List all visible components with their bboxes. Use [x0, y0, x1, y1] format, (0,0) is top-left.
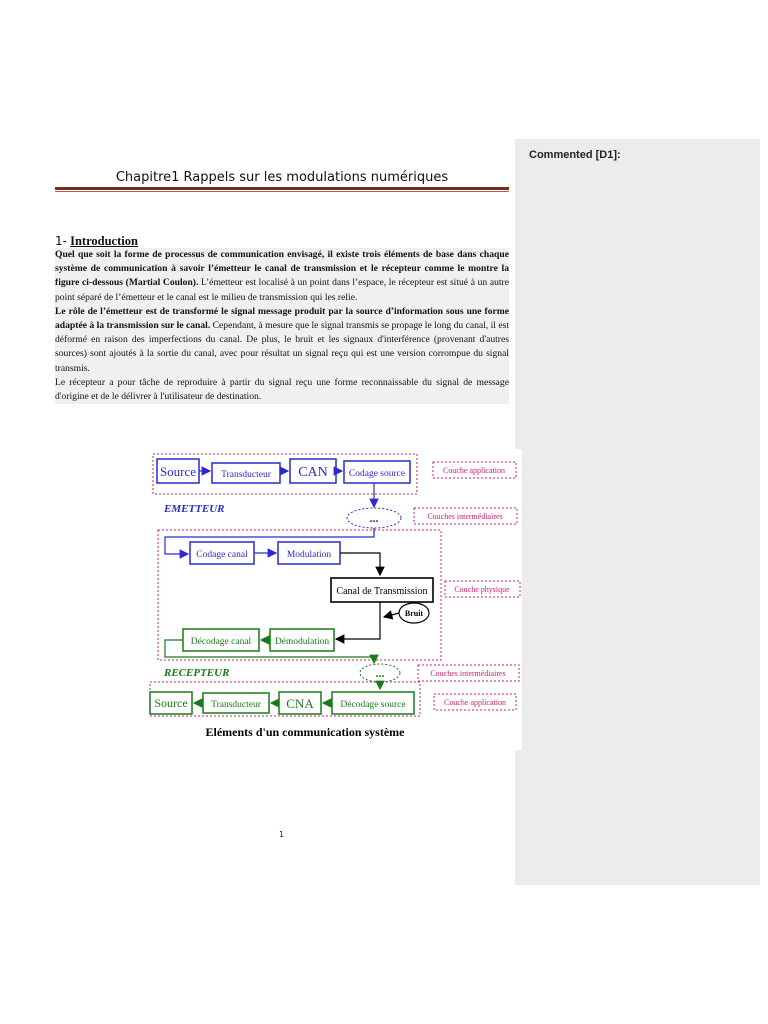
communication-system-figure — [148, 449, 522, 750]
paragraph-1-rest: L’émetteur est localisé à un point dans l’espace, le récepteur est situé à un autre point séparé de l’émetteur et le canal est le milieu de transmission qui les relie. — [55, 277, 509, 303]
arrow — [336, 602, 380, 639]
channel-decoding-label: Décodage canal — [190, 637, 252, 647]
source-decoding-label: Décodage source — [340, 700, 406, 710]
header-rule-thin — [55, 191, 509, 192]
noise-label: Bruit — [404, 609, 424, 618]
paragraph-1 — [55, 248, 509, 305]
body-text — [55, 248, 509, 404]
paragraph-3: Le récepteur a pour tâche de reproduire à partir du signal reçu une forme reconnaissable du signal de message d'origine et de le délivrer à l'utilisateur de destination. — [55, 376, 509, 403]
paragraph-2-bold: Le rôle de l’émetteur est de transformé le signal message produit par la source d’information sous une forme adaptée à la transmission sur le canal. — [55, 305, 509, 332]
transmission-channel-label: Canal de Transmission — [336, 586, 428, 597]
layer-app-bottom: Couche application — [444, 698, 506, 707]
source-coding-label: Codage source — [348, 469, 406, 479]
receiver-label: RECEPTEUR — [164, 667, 230, 679]
can-label: CAN — [298, 465, 328, 480]
page-header-title: Chapitre1 Rappels sur les modulations numériques — [115, 170, 449, 185]
header-rule — [55, 187, 509, 190]
cna-label: CNA — [286, 696, 314, 711]
arrow — [340, 553, 380, 575]
layer-phys: Couche physique — [454, 585, 510, 594]
page-number: 1 — [279, 830, 285, 839]
section-title: Introduction — [70, 234, 138, 248]
layer-inter-bottom: Couches intermédiaires — [430, 669, 506, 678]
figure-caption: Eléments d'un communication système — [205, 725, 405, 739]
layer-inter-top: Couches intermédiaires — [427, 512, 503, 521]
paragraph-2 — [55, 305, 509, 376]
emitter-transducer-label: Transducteur — [221, 470, 271, 480]
comment-label: Commented [D1]: — [529, 149, 621, 161]
paragraph-2-rest: Cependant, à mesure que le signal transmis se propage le long du canal, il est déformé en raison des imperfections du canal. De plus, le bruit et les signaux d'interférence (provenant d'autres sources) sont ajoutés à la sortie du canal, avec pour résultat un signal reçu qui est une version corrompue du signal transmis. — [55, 320, 510, 374]
ellipsis-top: ... — [369, 511, 379, 525]
channel-coding-label: Codage canal — [196, 550, 248, 560]
emitter-source-label: Source — [159, 464, 197, 479]
section-heading — [55, 234, 138, 249]
emitter-label: EMETTEUR — [164, 503, 225, 515]
comment-pane[interactable] — [515, 139, 760, 885]
modulation-label: Modulation — [286, 550, 332, 560]
demodulation-label: Démodulation — [274, 637, 330, 647]
receiver-transducer-label: Transducteur — [211, 700, 261, 710]
receiver-source-label: Source — [154, 696, 188, 710]
arrow — [384, 613, 399, 617]
ellipsis-bottom: ... — [375, 666, 385, 680]
section-number: 1- — [55, 234, 67, 248]
paragraph-1-bold: Quel que soit la forme de processus de communication envisagé, il existe trois éléments de base dans chaque système de communication à savoir l’émetteur le canal de transmission et le récepteur comme le montre la figure ci-dessous (Martial Coulon). — [55, 249, 509, 289]
layer-app-top: Couche application — [443, 466, 505, 475]
